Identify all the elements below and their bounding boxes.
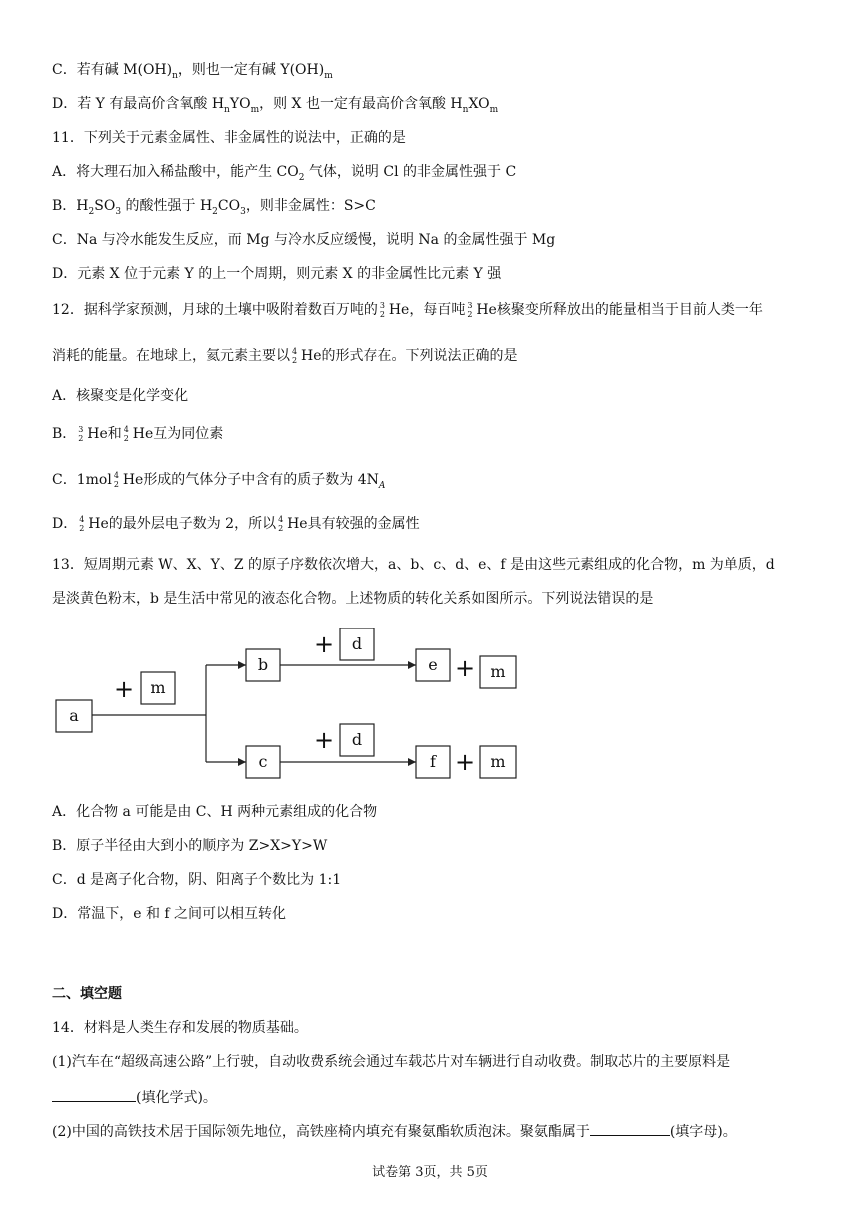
arrowhead [238,758,246,766]
answer-blank[interactable] [590,1120,670,1136]
q10-option-d: D．若 Y 有最高价含氧酸 $H_nYO_m$，则 X 也一定有最高价含氧酸 $H_nXO_m$ [52,96,499,115]
q14-stem: 14．材料是人类生存和发展的物质基础。 [52,1020,308,1036]
q12-stem-line1: 12．据科学家预测，月球的土壤中吸附着数百万吨的 3 2 He，每百吨 3 2 He核聚变所释放出的能量相当于目前人类一年 [52,301,763,319]
q13-option-b: B．原子半径由大到小的顺序为 Z>X>Y>W [52,838,328,854]
plus-sign: + [454,748,476,776]
q12-stem-line2: 消耗的能量。在地球上，氦元素主要以 4 2 He的形式存在。下列说法正确的是 [52,347,518,365]
arrowhead [408,758,416,766]
q14-part2: (2)中国的高铁技术居于国际领先地位，高铁座椅内填充有聚氨酯软质泡沫。聚氨酯属于 (填字母)。 [52,1120,737,1142]
label-d: d [351,634,363,653]
reaction-diagram [52,628,532,788]
q11-option-b: B．$H_2SO_3$ 的酸性强于 $H_2CO_3$，则非金属性：S>C [52,198,376,217]
label-e: e [428,655,438,674]
plus-sign: + [113,675,135,703]
q14-part1-line1: (1)汽车在“超级高速公路”上行驶，自动收费系统会通过车载芯片对车辆进行自动收费。制取芯片的主要原料是 [52,1054,731,1070]
he3-nuclide: 3 2 [379,301,385,319]
section-title: 二、填空题 [52,986,122,1002]
he4-nuclide: 4 2 [292,347,298,365]
label-c: c [258,752,268,771]
q13-option-a: A．化合物 a 可能是由 C、H 两种元素组成的化合物 [52,804,378,820]
page-footer: 试卷第 3页，共 5页 [372,1165,488,1180]
plus-sign: + [454,654,476,682]
answer-blank[interactable] [52,1086,136,1102]
q13-stem-line1: 13．短周期元素 W、X、Y、Z 的原子序数依次增大，a、b、c、d、e、f 是由这些元素组成的化合物，m 为单质，d [52,557,775,573]
label-m: m [490,752,506,771]
label-d: d [351,730,363,749]
q13-option-d: D．常温下，e 和 f 之间可以相互转化 [52,906,287,922]
he3-nuclide: 3 2 [467,301,473,319]
arrowhead [408,661,416,669]
q11-stem: 11．下列关于元素金属性、非金属性的说法中，正确的是 [52,130,406,146]
q11-option-c: C．Na 与冷水能发生反应，而 Mg 与冷水反应缓慢，说明 Na 的金属性强于 Mg [52,232,556,248]
q13-stem-line2: 是淡黄色粉末，b 是生活中常见的液态化合物。上述物质的转化关系如图所示。下列说法错误的是 [52,591,654,607]
q12-option-b: B． 3 2 He和 4 2 He互为同位素 [52,425,224,443]
q14-part1-line2: (填化学式)。 [52,1086,217,1108]
label-m: m [150,678,166,697]
q11-option-d: D．元素 X 位于元素 Y 的上一个周期，则元素 X 的非金属性比元素 Y 强 [52,266,502,282]
label-a: a [69,706,79,725]
q12-option-a: A．核聚变是化学变化 [52,388,189,404]
q10-option-c: C．若有碱 $M(OH)_n$，则也一定有碱 $Y(OH)_m$ [52,62,333,81]
label-m: m [490,662,506,681]
arrowhead [238,661,246,669]
q12-option-c: C．1mol 4 2 He形成的气体分子中含有的质子数为 $4N_A$ [52,471,386,491]
plus-sign: + [313,630,335,658]
q11-option-a: A．将大理石加入稀盐酸中，能产生 $CO_2$ 气体，说明 Cl 的非金属性强于 C [52,164,517,183]
q13-option-c: C．d 是离子化合物，阴、阳离子个数比为 1:1 [52,872,342,888]
q12-option-d: D． 4 2 He的最外层电子数为 2，所以 4 2 He具有较强的金属性 [52,515,420,533]
label-f: f [430,752,436,771]
label-b: b [257,655,269,674]
plus-sign: + [313,726,335,754]
